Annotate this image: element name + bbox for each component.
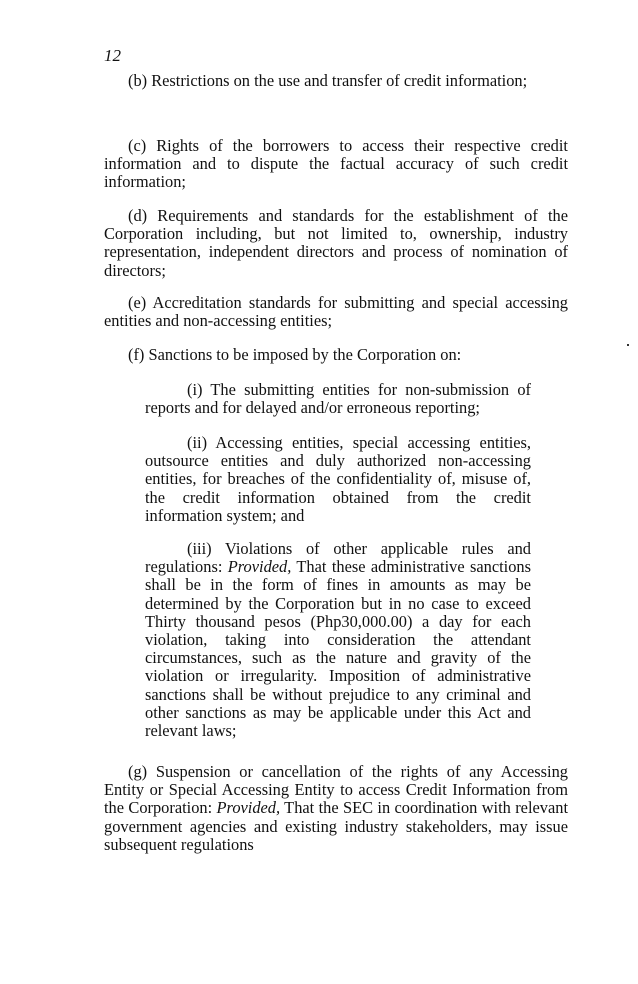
paragraph-f-ii: (ii) Accessing entities, special accessing entities, outsource entities and duly authorized non-accessing entities, for breaches of the confidentiality of, misuse of, the credit information obtained from the credit information system; and (145, 433, 531, 525)
paragraph-g-start: (g) Suspension or cancellation of the rights of any Accessing Entity or Special Accessing Entity to access Credit Information from the Corporation: (104, 762, 568, 818)
paragraph-f-iii (145, 540, 531, 740)
paragraph-g-rest: That the SEC in coordination with relevant government agencies and existing industry stakeholders, may issue subsequent regulations (104, 798, 569, 854)
provided-term: Provided, (227, 557, 292, 577)
paragraph-e: (e) Accreditation standards for submitting and special accessing entities and non-accessing entities; (104, 293, 568, 331)
paragraph-c: (c) Rights of the borrowers to access their respective credit information and to dispute the factual accuracy of such credit information; (104, 136, 568, 192)
paragraph-b: (b) Restrictions on the use and transfer of credit information; (128, 71, 528, 90)
provided-term: Provided, (216, 798, 281, 818)
paragraph-f-iii-rest: That these administrative sanctions shall be in the form of fines in amounts as may be determined by the Corporation but in no case to exceed Thirty thousand pesos (Php30,000.00) a day for each violation, taking into consideration the attendant circumstances, such as the nature and gravity of the violation or irregularity. Imposition of administrative sanctions shall be without prejudice to any criminal and other sanctions as may be applicable under this Act and relevant laws; (145, 557, 532, 741)
paragraph-g (104, 763, 568, 854)
paragraph-f: (f) Sanctions to be imposed by the Corporation on: (128, 345, 462, 364)
paragraph-f-iii-start: (iii) Violations of other applicable rules and regulations: (145, 539, 531, 577)
paragraph-d: (d) Requirements and standards for the establishment of the Corporation including, but not limited to, ownership, industry representation, independent directors and process of nomination of directors; (104, 206, 568, 280)
margin-speck (627, 344, 629, 346)
paragraph-f-i: (i) The submitting entities for non-submission of reports and for delayed and/or erroneous reporting; (145, 380, 531, 418)
page-number: 12 (104, 46, 121, 65)
